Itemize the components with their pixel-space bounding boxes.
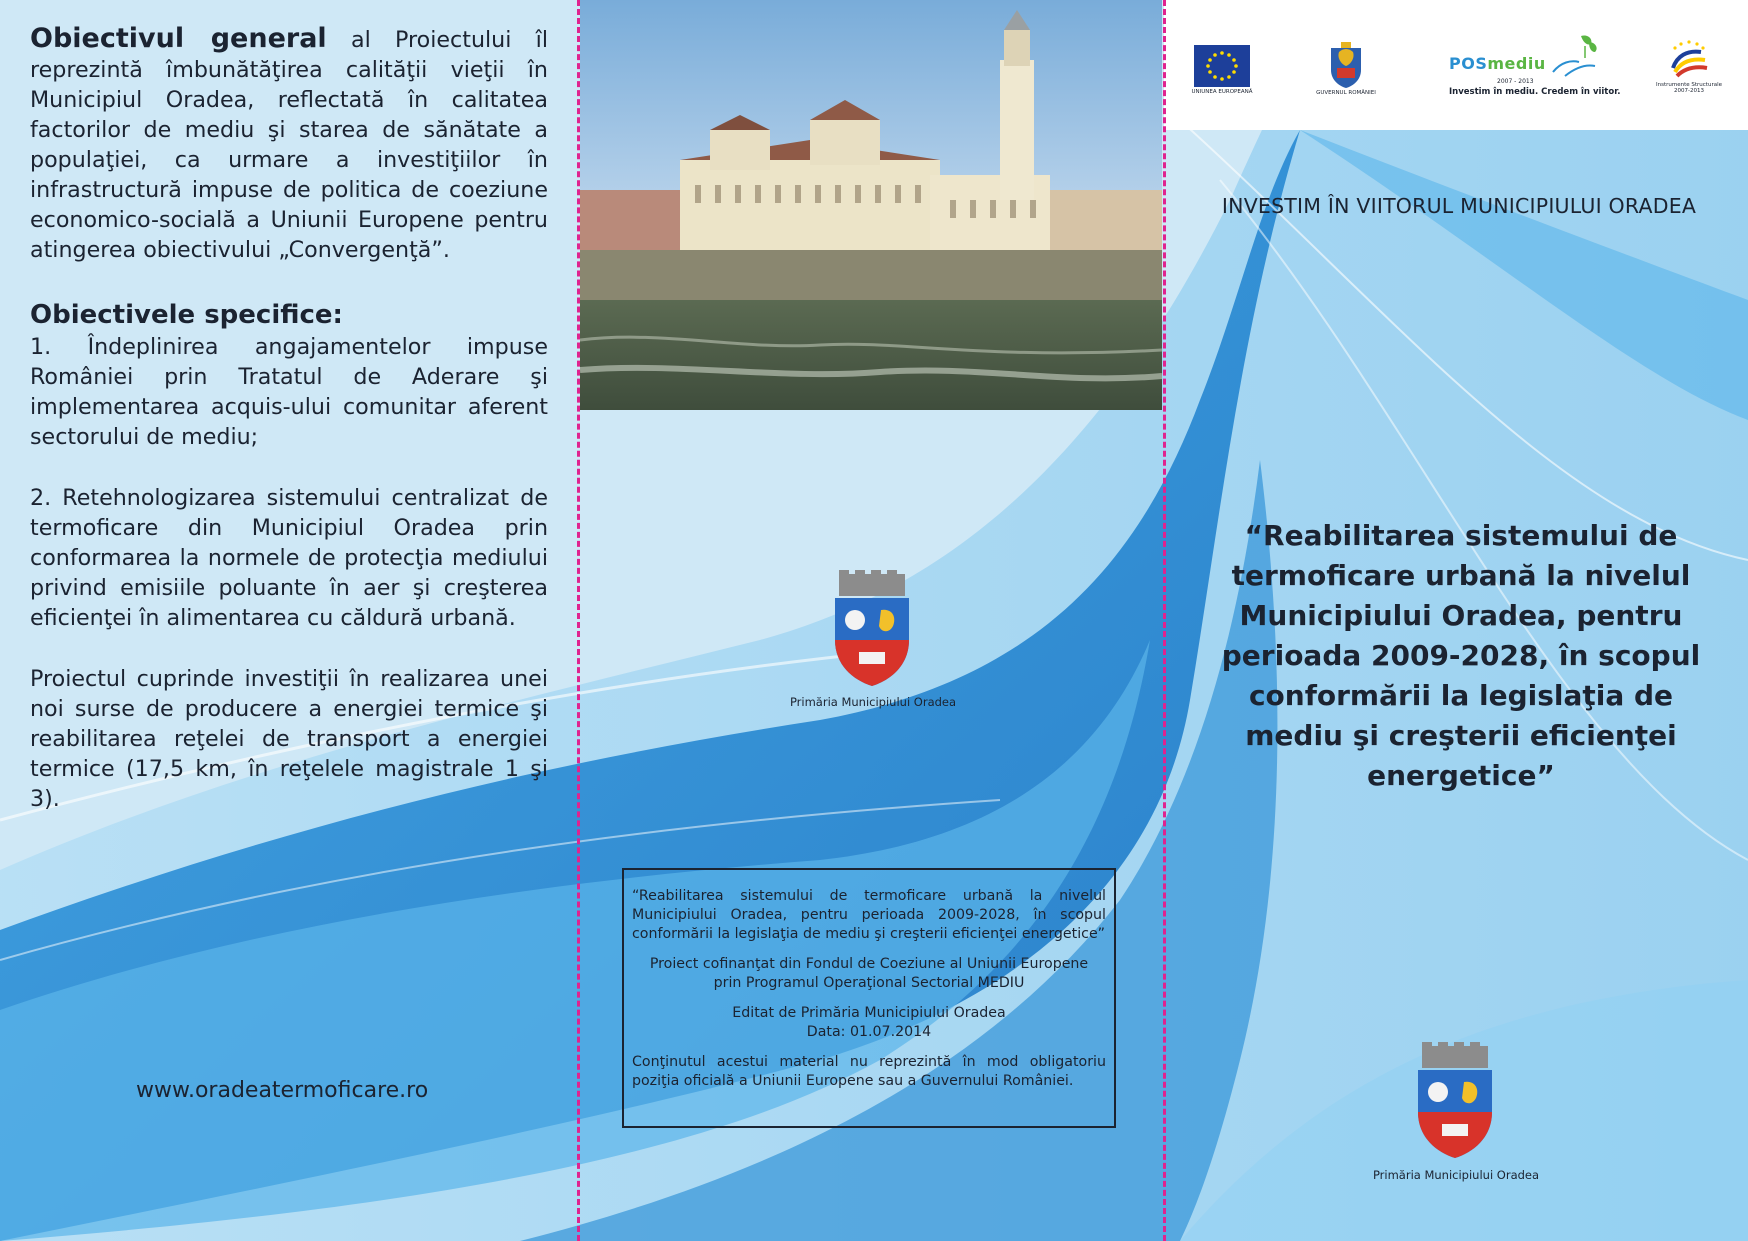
specific-objective-2: 2. Retehnologizarea sistemului centralizat de termoficare din Municipiul Oradea prin conformarea la normele de protecţia mediului privind emisiile poluante în aer şi creşterea eficienţei în alimentarea cu căldură urbană. [30,485,548,631]
structural-instruments-star-icon [1667,38,1711,82]
structural-instruments-logo [1654,38,1724,108]
eu-flag-icon [1194,45,1250,87]
fold-line-left [577,0,580,1241]
government-logo [1316,42,1376,100]
city-hall-photo [580,0,1162,410]
left-panel [0,0,578,1241]
is-caption-2: 2007-2013 [1674,88,1704,94]
middle-panel [578,0,1164,1241]
website-url[interactable]: www.oradeatermoficare.ro [136,1078,429,1103]
general-objective-lead: Obiectivul general [30,23,327,54]
info-box-title: “Reabilitarea sistemului de termoficare urbană la nivelul Municipiului Oradea, pentru perioada 2009-2028, în scopul conformării la legislaţia de mediu şi creşterii eficienţei energetice” [632,888,1106,942]
posmediu-mediu: mediu [1487,54,1546,73]
info-box-edited [632,1004,1106,1042]
structural-instruments-caption [1654,82,1724,94]
posmediu-wordmark [1449,54,1546,73]
general-objective-text: al Proiectului îl reprezintă îmbunătăţirea calităţii vieţii în Municipiul Oradea, reflectată în calitatea factorilor de mediu şi starea de sănătate a populaţiei, ca urmare a investiţiilor în infrastructură impuse de politica de coeziune economico-socială a Uniunii Europene pentru atingerea obiectivului „Convergenţă”. [30,27,549,263]
cofinanced-line-1: Proiect cofinanţat din Fondul de Coeziune al Uniunii Europene [649,956,1089,972]
fold-line-right [1163,0,1166,1241]
posmediu-slogan: Investim în mediu. Credem în viitor. [1449,87,1621,97]
posmediu-pos: POS [1449,54,1488,73]
crest-label: Primăria Municipiului Oradea [1372,1168,1540,1182]
project-title: “Reabilitarea sistemului de termoficare urbană la nivelul Municipiului Oradea, pentru perioada 2009-2028, în scopul conformării la legislaţia de mediu şi creşterii eficienţei energetice” [1221,519,1701,792]
info-box-cofinanced [632,955,1106,993]
eu-logo [1191,45,1253,97]
eu-caption: UNIUNEA EUROPEANĂ [1191,89,1253,95]
oradea-crest-icon [1414,1042,1496,1158]
hands-leaf-icon [1545,32,1601,78]
cofinanced-line-2: prin Programul Operaţional Sectorial MEDIU [713,975,1025,991]
specific-objective-1: 1. Îndeplinirea angajamentelor impuse României prin Tratatul de Aderare şi implementarea acquis-ului comunitar aferent sectorului de mediu; [30,334,548,450]
government-caption: GUVERNUL ROMÂNIEI [1316,90,1376,96]
general-objective [30,24,548,265]
oradea-crest-icon [831,570,913,686]
project-includes-text: Proiectul cuprinde investiţii în realizarea unei noi surse de producere a energiei termice şi reabilitarea reţelei de transport a energiei termice (17,5 km, în reţelele magistrale 1 şi 3). [30,666,548,812]
logo-band [1164,0,1748,130]
crest-label: Primăria Municipiului Oradea [789,695,957,709]
romania-crest-icon [1329,42,1363,88]
posmediu-logo [1447,32,1621,102]
edited-by: Editat de Primăria Municipiului Oradea [732,1005,1006,1021]
edition-date: Data: 01.07.2014 [806,1024,932,1040]
invest-title: INVESTIM ÎN VIITORUL MUNICIPIULUI ORADEA [1221,194,1697,218]
posmediu-years: 2007 - 2013 [1497,78,1534,85]
specific-objectives-heading: Obiectivele specifice: [30,300,343,330]
info-box [622,868,1116,1128]
is-caption-1: Instrumente Structurale [1656,82,1722,88]
info-box-disclaimer: Conţinutul acestui material nu reprezintă în mod obligatoriu poziţia oficială a Uniunii Europene sau a Guvernului României. [632,1054,1106,1089]
right-panel [1164,0,1748,1241]
